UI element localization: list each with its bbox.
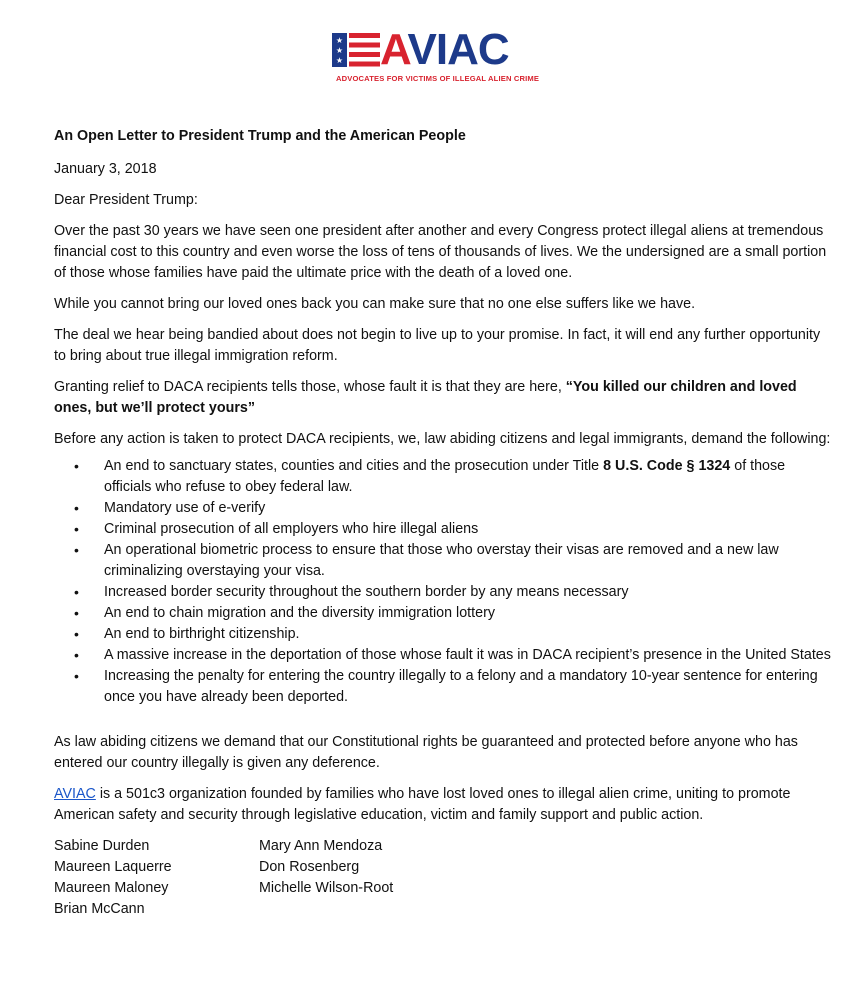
letter-date: January 3, 2018 <box>54 161 157 177</box>
demand-1-tail: of those officials who refuse to obey federal law. <box>104 458 786 495</box>
paragraph-deal: The deal we hear being bandied about does not begin to live up to your promise. In fact, it will end any further opportunity to bring about true illegal immigration reform. <box>54 327 821 364</box>
list-item: • Increased border security throughout the southern border by any means necessary <box>54 582 834 603</box>
demands-list <box>54 456 834 708</box>
paragraph-history: Over the past 30 years we have seen one president after another and every Congress protect illegal aliens at tremendous financial cost to this country and even worse the loss of tens of thousands of lives. We the undersigned are a small portion of those whose families have paid the ultimate price with the death of a loved one. <box>54 223 827 281</box>
letter-salutation: Dear President Trump: <box>54 192 198 208</box>
signatories-right <box>259 836 464 920</box>
logo-wordmark-main: VIAC <box>407 25 509 74</box>
signatory-name: Sabine Durden <box>54 838 150 854</box>
aviac-logo <box>332 25 540 89</box>
flag-stars-icon <box>332 33 380 67</box>
paragraph-demands-intro: Before any action is taken to protect DACA recipients, we, law abiding citizens and legal immigrants, demand the following: <box>54 431 831 447</box>
signatory-name: Brian McCann <box>54 901 145 917</box>
list-item: • An end to birthright citizenship. <box>54 624 834 645</box>
demand-1-code: 8 U.S. Code § 1324 <box>603 458 731 474</box>
letter-body <box>54 126 834 920</box>
svg-text:★: ★ <box>335 36 344 45</box>
signatory-name: Maureen Laquerre <box>54 859 172 875</box>
paragraph-daca-relief <box>54 377 834 419</box>
signatory-name: Mary Ann Mendoza <box>259 838 383 854</box>
list-item: • An operational biometric process to ensure that those who overstay their visas are removed and a new law criminalizing overstaying your visa. <box>54 540 834 582</box>
logo-tagline: ADVOCATES FOR VICTIMS OF ILLEGAL ALIEN CRIME <box>336 74 540 83</box>
paragraph-about <box>54 784 834 826</box>
paragraph-loved-ones: While you cannot bring our loved ones back you can make sure that no one else suffers like we have. <box>54 296 696 312</box>
logo-wordmark-accent: A <box>380 25 408 74</box>
paragraph-daca-quote: “You killed our children and loved ones, but we’ll protect yours” <box>54 379 797 416</box>
signatory-name: Michelle Wilson-Root <box>259 880 394 896</box>
aviac-link[interactable]: AVIAC <box>54 786 96 802</box>
list-item: • Increasing the penalty for entering the country illegally to a felony and a mandatory 10-year sentence for entering once you have already been deported. <box>54 666 834 708</box>
paragraph-daca-lead: Granting relief to DACA recipients tells those, whose fault it is that they are here, <box>54 379 566 395</box>
svg-text:★: ★ <box>335 46 344 55</box>
logo-wordmark <box>380 27 509 73</box>
signatory-name: Don Rosenberg <box>259 859 360 875</box>
svg-text:★: ★ <box>335 56 344 65</box>
signatories <box>54 836 834 920</box>
letter-title: An Open Letter to President Trump and the American People <box>54 128 466 144</box>
paragraph-constitutional: As law abiding citizens we demand that our Constitutional rights be guaranteed and protected before anyone who has entered our country illegally is given any deference. <box>54 734 798 771</box>
list-item: • Criminal prosecution of all employers who hire illegal aliens <box>54 519 834 540</box>
about-text: is a 501c3 organization founded by families who have lost loved ones to illegal alien crime, uniting to promote American safety and security through legislative education, victim and family support and public action. <box>54 786 791 823</box>
signatories-left <box>54 836 259 920</box>
list-item: • A massive increase in the deportation of those whose fault it was in DACA recipient’s presence in the United States <box>54 645 834 666</box>
signatory-name: Maureen Maloney <box>54 880 169 896</box>
list-item: • Mandatory use of e-verify <box>54 498 834 519</box>
list-item <box>54 456 834 498</box>
list-item: • An end to chain migration and the diversity immigration lottery <box>54 603 834 624</box>
demand-1-text: An end to sanctuary states, counties and cities and the prosecution under Title <box>104 458 604 474</box>
